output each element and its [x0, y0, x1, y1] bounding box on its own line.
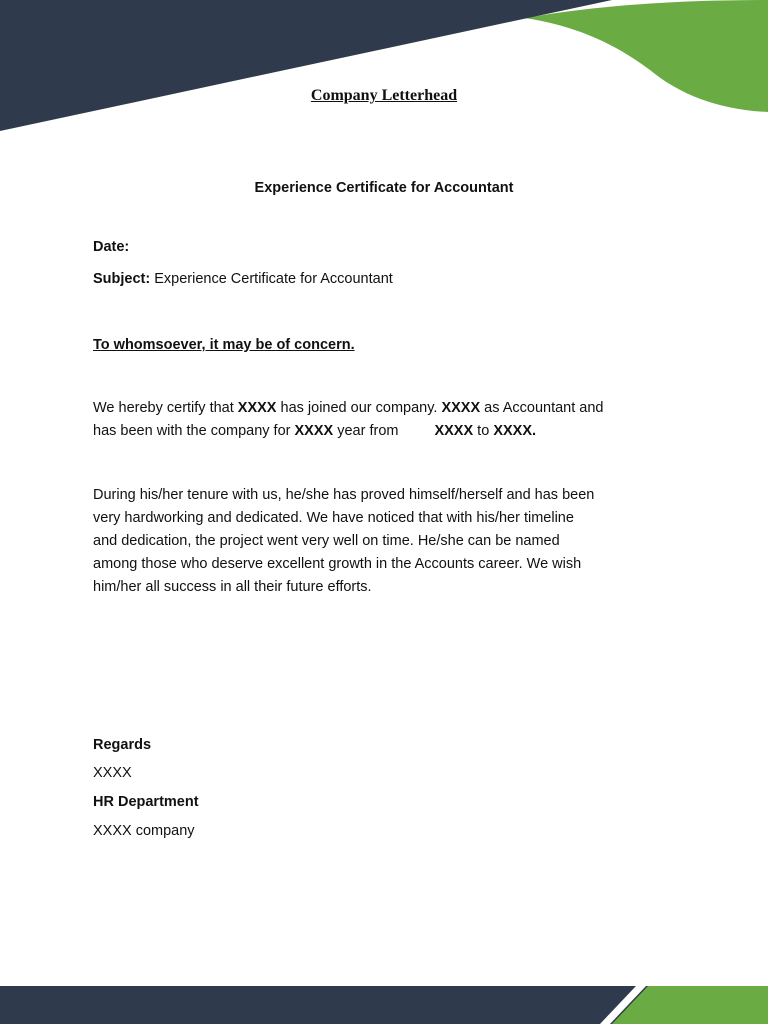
text-fragment: year from: [333, 423, 399, 439]
to-date-placeholder: XXXX.: [493, 423, 537, 439]
paragraph-line: and dedication, the project went very well on time. He/she can be named: [93, 533, 560, 549]
text-fragment: has been with the company for: [93, 423, 295, 439]
signer-company: XXXX company: [93, 823, 195, 839]
document-title: Experience Certificate for Accountant: [254, 180, 514, 196]
text-fragment: We hereby certify that: [93, 400, 238, 416]
header-navy-band: [0, 0, 612, 131]
years-placeholder: XXXX: [294, 423, 334, 439]
paragraph-line: among those who deserve excellent growth in the Accounts career. We wish: [93, 556, 582, 572]
signer-name: XXXX: [93, 765, 132, 781]
subject-line: [93, 271, 393, 287]
company-letterhead: Company Letterhead: [310, 87, 458, 104]
text-fragment: to: [473, 423, 494, 439]
company-placeholder: XXXX: [441, 400, 481, 416]
from-date-placeholder: XXXX: [434, 423, 474, 439]
subject-label: Subject:: [93, 271, 151, 287]
text-fragment: has joined our company.: [276, 400, 442, 416]
text-fragment: as Accountant and: [480, 400, 604, 416]
footer-decoration: [0, 986, 768, 1024]
employee-name-placeholder: XXXX: [237, 400, 277, 416]
paragraph-line: [93, 397, 693, 420]
tenure-paragraph: [93, 484, 693, 599]
paragraph-line: During his/her tenure with us, he/she has proved himself/herself and has been: [93, 487, 595, 503]
paragraph-line: [93, 420, 693, 443]
header-decoration: [0, 0, 768, 140]
salutation: To whomsoever, it may be of concern.: [93, 337, 355, 353]
certification-paragraph: [93, 397, 693, 443]
subject-text: Experience Certificate for Accountant: [154, 271, 393, 287]
paragraph-line: him/her all success in all their future efforts.: [93, 579, 372, 595]
date-label: Date:: [93, 239, 130, 255]
paragraph-line: very hardworking and dedicated. We have noticed that with his/her timeline: [93, 510, 574, 526]
department-name: HR Department: [93, 794, 199, 810]
closing-regards: Regards: [93, 737, 152, 753]
